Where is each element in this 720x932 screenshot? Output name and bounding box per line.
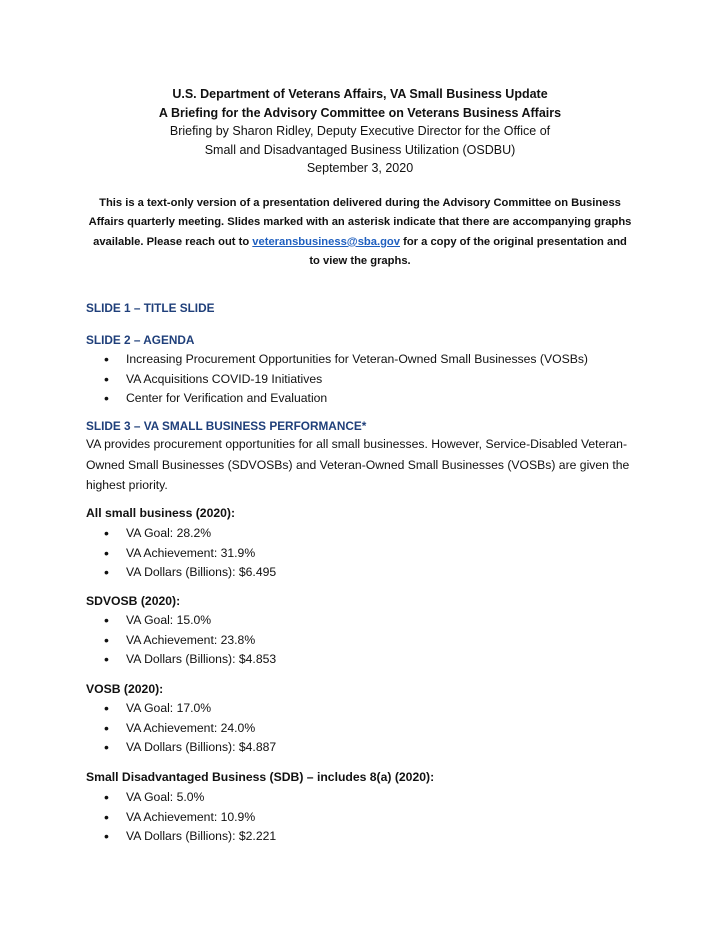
list-item: • VA Goal: 17.0% xyxy=(104,699,276,719)
header-line-3: Briefing by Sharon Ridley, Deputy Executive Director for the Office of xyxy=(169,124,551,139)
list-item: • VA Goal: 5.0% xyxy=(104,788,276,808)
sdvosb-list xyxy=(104,611,276,670)
header-line-2: A Briefing for the Advisory Committee on Veterans Business Affairs xyxy=(158,105,562,120)
list-item: • VA Dollars (Billions): $4.853 xyxy=(104,650,276,670)
agenda-list xyxy=(104,350,588,409)
note-text-after: for a copy of the original presentation and to view the graphs. xyxy=(309,235,627,268)
note-text-before: This is a text-only version of a presentation delivered during the Advisory Committee on Business Affairs quarterly meeting. Slides marked with an asterisk indicate that there are accompanying graphs available. Please reach out to xyxy=(88,197,632,248)
list-item: • VA Goal: 15.0% xyxy=(104,611,276,631)
vosb-list xyxy=(104,699,276,758)
slide-3-title: SLIDE 3 – VA SMALL BUSINESS PERFORMANCE* xyxy=(86,419,367,433)
section-heading-all-small-business: All small business (2020): xyxy=(86,506,236,520)
list-item: • VA Goal: 28.2% xyxy=(104,524,276,544)
document-header xyxy=(0,85,720,178)
section-heading-sdvosb: SDVOSB (2020): xyxy=(86,594,181,608)
header-line-1: U.S. Department of Veterans Affairs, VA Small Business Update xyxy=(172,87,548,101)
list-item: • Center for Verification and Evaluation xyxy=(104,389,588,409)
list-item: • VA Dollars (Billions): $2.221 xyxy=(104,827,276,847)
slide-1-title: SLIDE 1 – TITLE SLIDE xyxy=(86,301,215,315)
header-date: September 3, 2020 xyxy=(306,161,414,176)
slide-3-intro: VA provides procurement opportunities for all small businesses. However, Service-Disabled Veteran-Owned Small Businesses (SDVOSBs) and Veteran-Owned Small Businesses (VOSBs) are given the highest priority. xyxy=(86,437,630,492)
list-item: • Increasing Procurement Opportunities for Veteran-Owned Small Businesses (VOSBs) xyxy=(104,350,588,370)
slide-2-title: SLIDE 2 – AGENDA xyxy=(86,333,195,347)
all-small-business-list xyxy=(104,524,276,583)
text-only-note xyxy=(88,194,632,272)
list-item: • VA Achievement: 31.9% xyxy=(104,544,276,564)
list-item: • VA Acquisitions COVID-19 Initiatives xyxy=(104,370,588,390)
list-item: • VA Achievement: 24.0% xyxy=(104,719,276,739)
list-item: • VA Achievement: 10.9% xyxy=(104,808,276,828)
sdb-list xyxy=(104,788,276,847)
header-line-4: Small and Disadvantaged Business Utilization (OSDBU) xyxy=(204,142,516,157)
list-item: • VA Achievement: 23.8% xyxy=(104,631,276,651)
section-heading-sdb: Small Disadvantaged Business (SDB) – includes 8(a) (2020): xyxy=(86,770,435,784)
list-item: • VA Dollars (Billions): $4.887 xyxy=(104,738,276,758)
email-link[interactable]: veteransbusiness@sba.gov xyxy=(252,235,400,248)
list-item: • VA Dollars (Billions): $6.495 xyxy=(104,563,276,583)
section-heading-vosb: VOSB (2020): xyxy=(86,682,164,696)
